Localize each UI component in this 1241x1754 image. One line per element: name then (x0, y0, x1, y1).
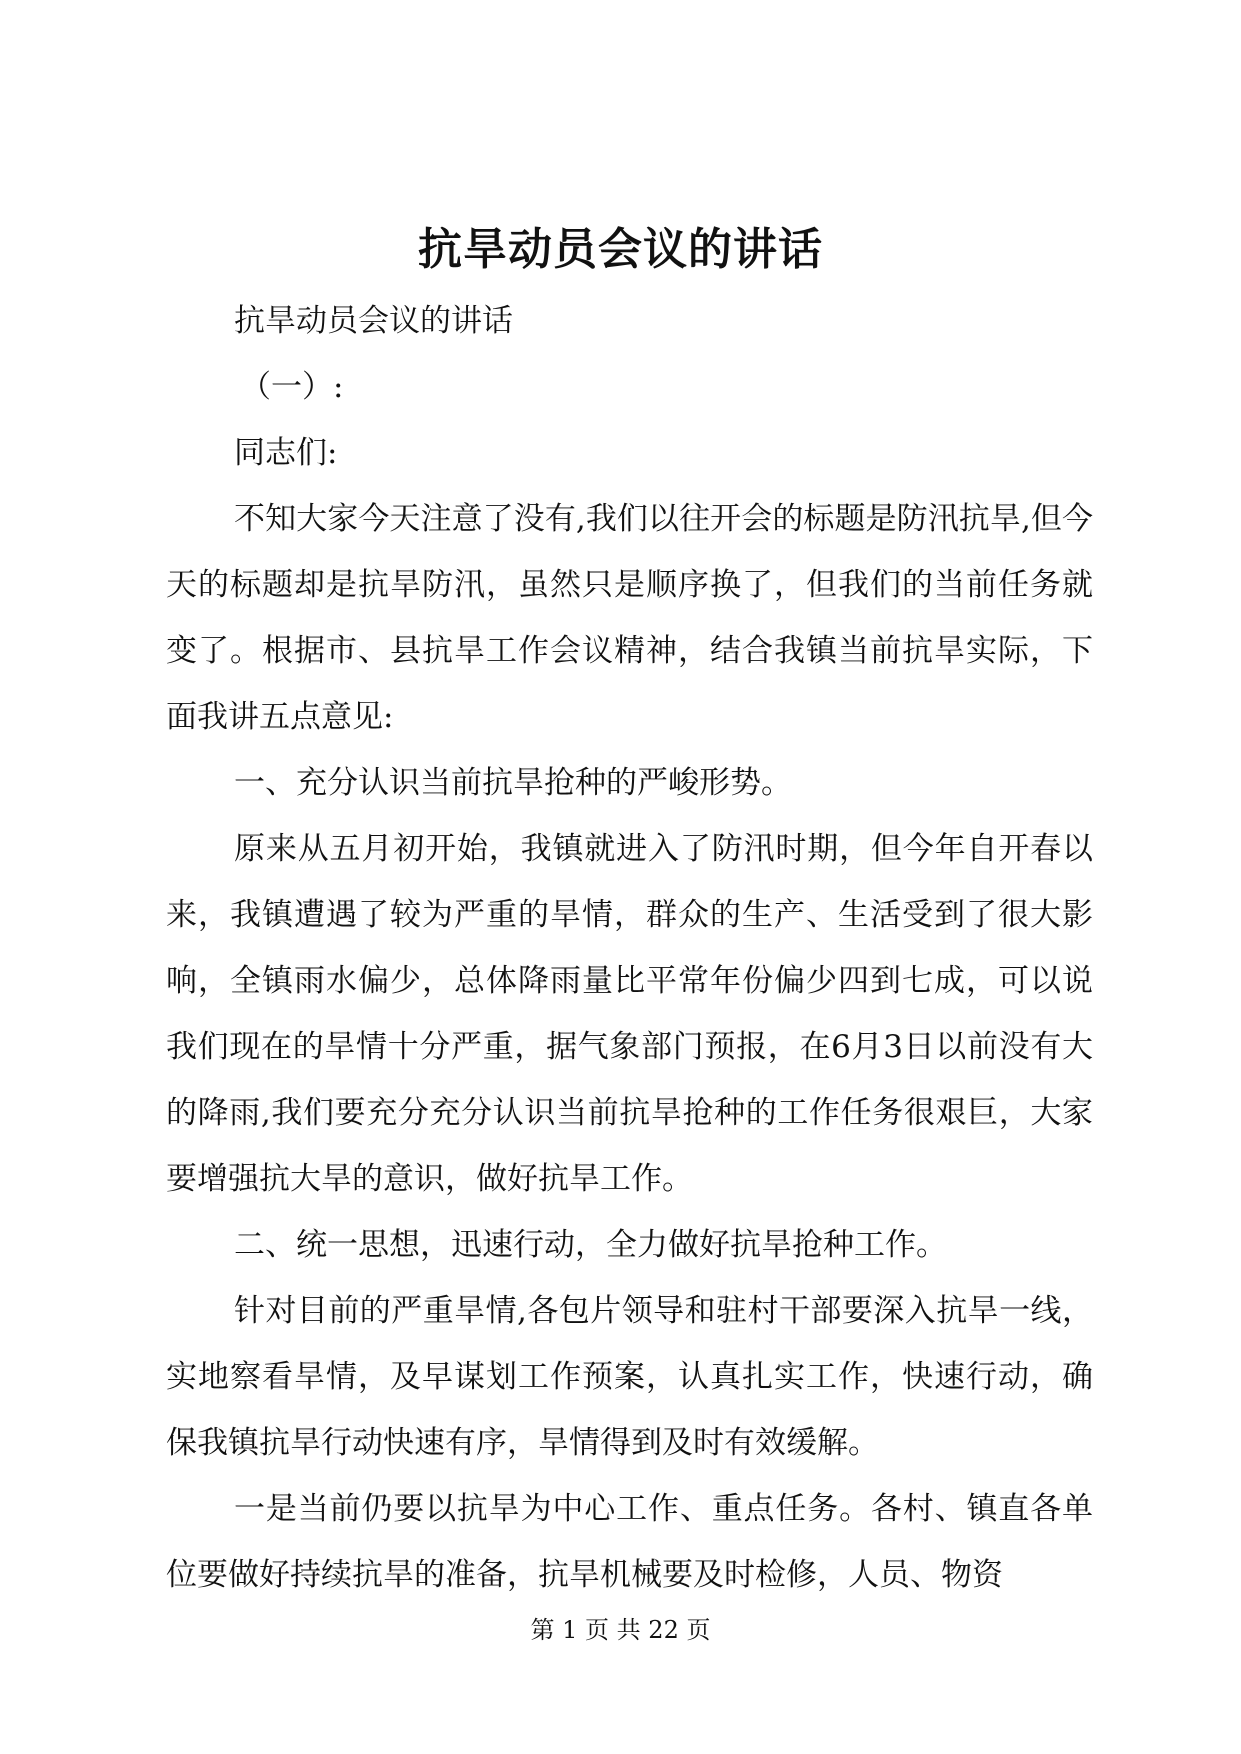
body-paragraph: 不知大家今天注意了没有,我们以往开会的标题是防汛抗旱,但今天的标题却是抗旱防汛，虽然只是顺序换了，但我们的当前任务就变了。根据市、县抗旱工作会议精神，结合我镇当前抗旱实际，下面我讲五点意见: (166, 501, 1093, 735)
page-number-footer: 第 1 页 共 22 页 (530, 1616, 711, 1644)
heading-point-two: 二、统一思想，迅速行动，全力做好抗旱抢种工作。 (234, 1227, 947, 1263)
heading-point-one: 一、充分认识当前抗旱抢种的严峻形势。 (234, 765, 792, 801)
body-paragraph: 一是当前仍要以抗旱为中心工作、重点任务。各村、镇直各单位要做好持续抗旱的准备，抗旱机械要及时检修，人员、物资 (166, 1491, 1093, 1593)
salutation: 同志们: (234, 435, 338, 471)
subtitle-paragraph: 抗旱动员会议的讲话 (234, 303, 513, 339)
body-paragraph: 针对目前的严重旱情,各包片领导和驻村干部要深入抗旱一线，实地察看旱情，及早谋划工作预案，认真扎实工作，快速行动，确保我镇抗旱行动快速有序，旱情得到及时有效缓解。 (166, 1293, 1093, 1461)
body-paragraph: 原来从五月初开始，我镇就进入了防汛时期，但今年自开春以来，我镇遭遇了较为严重的旱情，群众的生产、生活受到了很大影响，全镇雨水偏少，总体降雨量比平常年份偏少四到七成，可以说我们现在的旱情十分严重，据气象部门预报，在6月3日以前没有大的降雨,我们要充分充分认识当前抗旱抢种的工作任务很艰巨，大家要增强抗大旱的意识，做好抗旱工作。 (166, 831, 1093, 1197)
document-body (166, 288, 1093, 1608)
document-title: 抗旱动员会议的讲话 (418, 224, 823, 275)
section-marker: （一）: (240, 369, 344, 405)
